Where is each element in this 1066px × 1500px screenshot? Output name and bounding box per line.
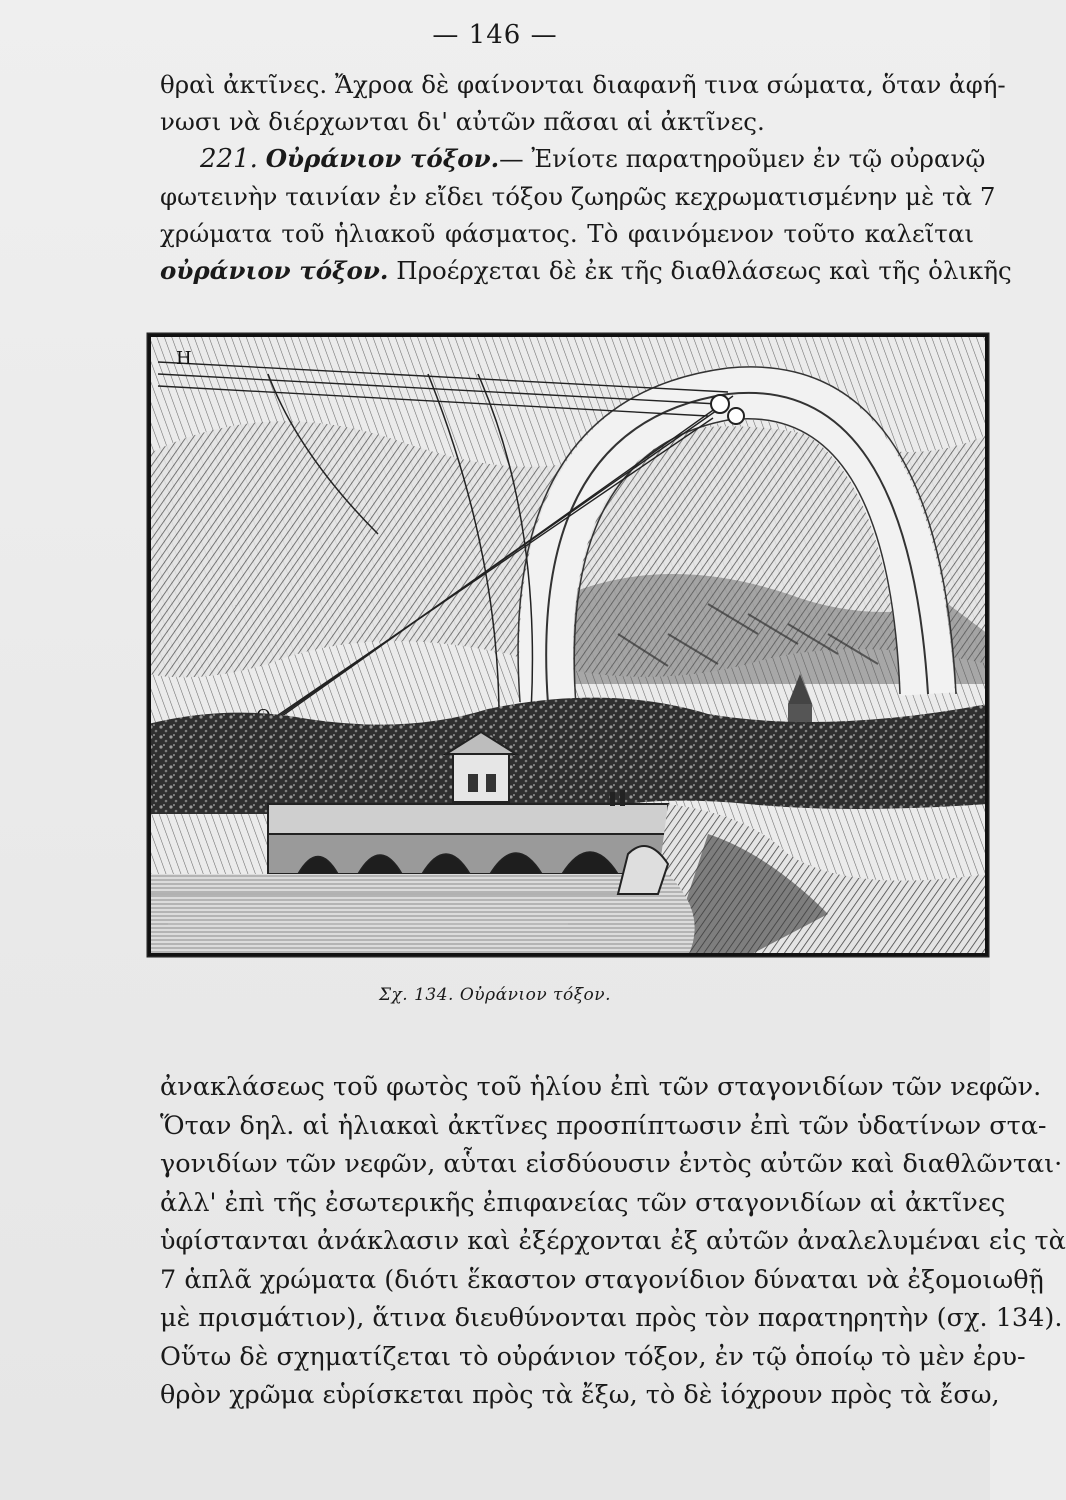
text-line: Οὕτω δὲ σχηματίζεται τὸ οὐράνιον τόξον, ἐν τῷ ὁποίῳ τὸ μὲν ἐρυ- bbox=[160, 1341, 1026, 1372]
text-line: φωτεινὴν ταινίαν ἐν εἴδει τόξου ζωηρῶς κεχρωματισμένην μὲ τὰ 7 bbox=[160, 182, 996, 211]
bottom-paragraph bbox=[160, 1068, 1066, 1415]
text-line: — Ἐνίοτε παρατηροῦμεν ἐν τῷ οὐρανῷ bbox=[499, 144, 986, 173]
figure-caption: Σχ. 134. Οὐράνιον τόξον. bbox=[378, 985, 612, 1005]
text-line: μὲ πρισμάτιον), ἅτινα διευθύνονται πρὸς τὸν παρατηρητὴν (σχ. 134). bbox=[160, 1303, 1063, 1333]
text-line: θρὸν χρῶμα εὑρίσκεται πρὸς τὰ ἔξω, τὸ δὲ ἰόχρουν πρὸς τὰ ἔσω, bbox=[160, 1380, 1000, 1410]
rainbow-engraving bbox=[148, 334, 988, 956]
text-line: Ὅταν δηλ. αἱ ἡλιακαὶ ἀκτῖνες προσπίπτωσιν ἐπὶ τῶν ὑδατίνων στα- bbox=[160, 1110, 1047, 1141]
term-rainbow: οὐράνιον τόξον. bbox=[160, 256, 389, 285]
text-line: 7 ἁπλᾶ χρώματα (διότι ἕκαστον σταγονίδιον δύναται νὰ ἐξομοιωθῇ bbox=[160, 1264, 1044, 1295]
section-heading-line bbox=[160, 140, 986, 178]
text-line: χρώματα τοῦ ἡλιακοῦ φάσματος. Τὸ φαινόμενον τοῦτο καλεῖται bbox=[160, 219, 974, 248]
figure-label-h: H bbox=[176, 348, 192, 369]
text-line: γονιδίων τῶν νεφῶν, αὗται εἰσδύουσιν ἐντὸς αὐτῶν καὶ διαθλῶνται· bbox=[160, 1149, 1063, 1179]
text-line: θραὶ ἀκτῖνες. Ἄχροα δὲ φαίνονται διαφανῆ τινα σώματα, ὅταν ἀφή- bbox=[160, 70, 1006, 99]
section-number: 221. bbox=[200, 144, 258, 174]
text-line: νωσι νὰ διέρχωνται δι' αὐτῶν πᾶσαι αἱ ἀκτῖνες. bbox=[160, 107, 765, 136]
text-line: ἀνακλάσεως τοῦ φωτὸς τοῦ ἡλίου ἐπὶ τῶν σταγονιδίων τῶν νεφῶν. bbox=[160, 1072, 1042, 1102]
text-line: ἀλλ' ἐπὶ τῆς ἐσωτερικῆς ἐπιφανείας τῶν σταγονιδίων αἱ ἀκτῖνες bbox=[160, 1187, 1006, 1218]
section-title: Οὐράνιον τόξον. bbox=[265, 144, 500, 173]
term-line bbox=[160, 252, 1012, 289]
page-number: — 146 — bbox=[432, 20, 558, 50]
text-line: ὑφίστανται ἀνάκλασιν καὶ ἐξέρχονται ἐξ αὐτῶν ἀναλελυμέναι εἰς τὰ bbox=[160, 1226, 1066, 1256]
text-line: Προέρχεται δὲ ἐκ τῆς διαθλάσεως καὶ τῆς ὁλικῆς bbox=[388, 256, 1012, 285]
top-paragraph bbox=[160, 66, 1012, 289]
